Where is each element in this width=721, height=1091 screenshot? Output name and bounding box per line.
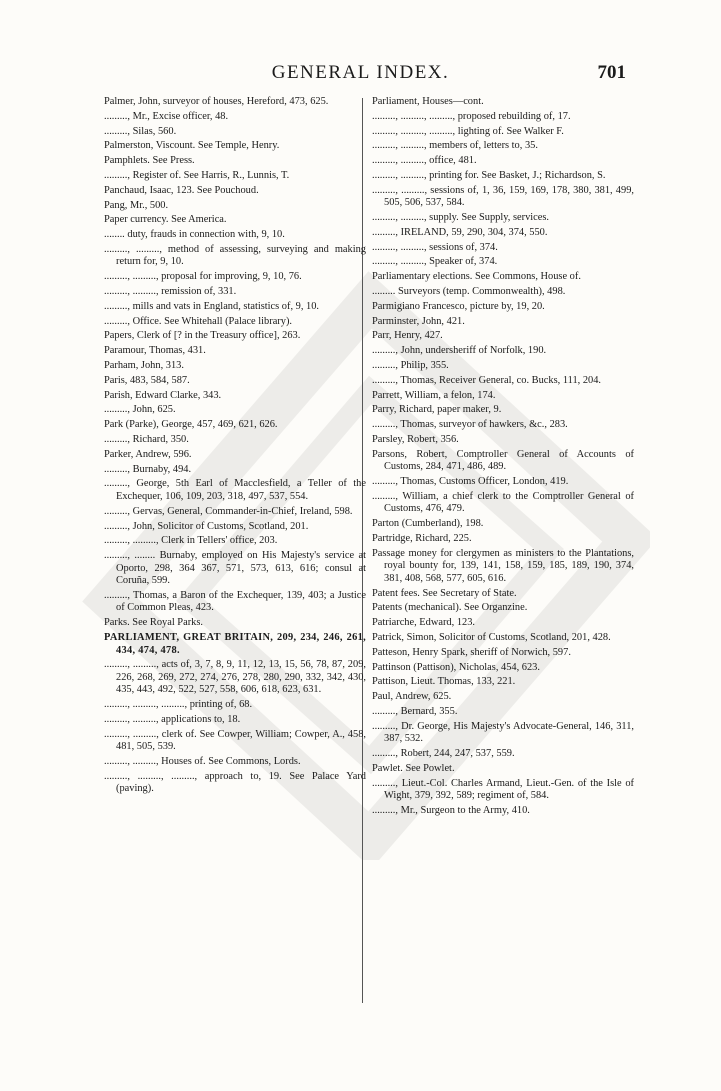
index-entry: Paul, Andrew, 625. [372, 691, 452, 703]
index-entry: ........., ........., supply. See Supply, services. [372, 212, 550, 224]
index-entry: Park (Parke), George, 457, 469, 621, 626. [104, 419, 278, 431]
index-entry: Papers, Clerk of [? in the Treasury office], 263. [104, 330, 301, 342]
index-entry: Parsley, Robert, 356. [372, 434, 459, 446]
index-entry: Parliament, Houses—cont. [372, 96, 484, 107]
index-entry: ........., ........., proposal for improving, 9, 10, 76. [104, 271, 302, 283]
index-entry: ........., George, 5th Earl of Macclesfield, a Teller of the Exchequer, 106, 109, 203, 318, 497, 537, 554. [104, 478, 366, 502]
index-entry: ........., mills and vats in England, statistics of, 9, 10. [104, 300, 320, 312]
index-entry: ........., ........., office, 481. [372, 155, 477, 167]
index-entry: ........., ........., ........., proposed rebuilding of, 17. [372, 110, 571, 122]
index-entry: Partridge, Richard, 225. [372, 533, 472, 545]
index-entry: ........., Robert, 244, 247, 537, 559. [372, 748, 515, 760]
index-entry: ........., Bernard, 355. [372, 705, 458, 717]
index-entry: ........., Thomas, surveyor of hawkers, &c., 283. [372, 419, 568, 431]
index-entry: Pang, Mr., 500. [104, 199, 169, 211]
page-header [0, 62, 721, 90]
index-entry: Pawlet. See Powlet. [372, 762, 455, 774]
index-entry: ........., ........., sessions of, 374. [372, 241, 498, 253]
index-entry: PARLIAMENT, GREAT BRITAIN, 209, 234, 246, 261, 434, 474, 478. [104, 632, 366, 656]
index-entry: ........., ........., ........., printing of, 68. [104, 699, 253, 711]
index-entry: ........., William, a chief clerk to the Comptroller General of Customs, 476, 479. [372, 490, 634, 515]
index-entry: ........ duty, frauds in connection with, 9, 10. [104, 229, 285, 241]
index-entry: Patriarche, Edward, 123. [372, 617, 476, 629]
index-entry: ........., ........., ........., lighting of. See Walker F. [372, 125, 564, 137]
index-entry: ........., Office. See Whitehall (Palace library). [104, 315, 293, 327]
index-entry: Patents (mechanical). See Organzine. [372, 602, 528, 614]
index-entry: ........., Philip, 355. [372, 360, 449, 372]
index-entry: Parker, Andrew, 596. [104, 448, 192, 460]
index-entry: Pattison, Lieut. Thomas, 133, 221. [372, 676, 516, 688]
index-entry: ........., ........., acts of, 3, 7, 8, 9, 11, 12, 13, 15, 56, 78, 87, 209, 226, 268, 269, 272, 274, 276, 278, 280, 290, 332, 342, 430, 435, 443, 492, 522, 527, 558, 606, 618, 623, 631. [104, 659, 366, 696]
index-entry: Pamphlets. See Press. [104, 155, 195, 167]
index-entry: Paramour, Thomas, 431. [104, 345, 206, 357]
index-entry: Paper currency. See America. [104, 214, 227, 226]
running-title: GENERAL INDEX. [271, 62, 450, 83]
index-entry: ........., Mr., Surgeon to the Army, 410. [372, 804, 530, 816]
index-entry: ........., John, Solicitor of Customs, Scotland, 201. [104, 520, 309, 532]
index-entry: Palmerston, Viscount. See Temple, Henry. [104, 140, 280, 152]
index-entry: Parks. See Royal Parks. [104, 617, 203, 629]
index-entry: ........., ........., method of assessing, surveying and making return for, 9, 10. [104, 243, 366, 268]
index-entry: ........., Thomas, Receiver General, co. Bucks, 111, 204. [372, 374, 602, 386]
index-entry: Parham, John, 313. [104, 360, 184, 372]
index-entry: ........., Richard, 350. [104, 434, 189, 446]
index-entry: ........., ........., remission of, 331. [104, 286, 237, 298]
index-entry: Parliamentary elections. See Commons, House of. [372, 271, 581, 283]
index-entry: ........., ........ Burnaby, employed on His Majesty's service at Oporto, 298, 364 367, 571, 573, 613, 616; consul at Coruña, 599. [104, 550, 366, 587]
index-column-right [372, 96, 634, 820]
index-entry: ........., ........., Houses of. See Commons, Lords. [104, 755, 301, 767]
index-entry: ........., Lieut.-Col. Charles Armand, Lieut.-Gen. of the Isle of Wight, 379, 392, 589; regiment of, 584. [372, 777, 634, 802]
index-entry: Paris, 483, 584, 587. [104, 374, 190, 386]
index-entry: Parry, Richard, paper maker, 9. [372, 404, 502, 416]
index-entry: ........., ........., applications to, 18. [104, 713, 241, 725]
index-entry: ........., Gervas, General, Commander-in-Chief, Ireland, 598. [104, 505, 353, 517]
index-entry: Patrick, Simon, Solicitor of Customs, Scotland, 201, 428. [372, 632, 611, 643]
index-entry: Parsons, Robert, Comptroller General of Accounts of Customs, 284, 471, 486, 489. [372, 448, 634, 473]
index-entry: Pattinson (Pattison), Nicholas, 454, 623. [372, 661, 540, 673]
index-entry: ........., Silas, 560. [104, 125, 177, 137]
index-entry: Panchaud, Isaac, 123. See Pouchoud. [104, 184, 259, 196]
index-entry: ........., ........., clerk of. See Cowper, William; Cowper, A., 458, 481, 505, 539. [104, 728, 366, 753]
index-column-left [104, 96, 366, 798]
index-entry: ........., Thomas, Customs Officer, London, 419. [372, 476, 569, 488]
index-entry: Palmer, John, surveyor of houses, Hereford, 473, 625. [104, 96, 329, 107]
index-entry: ........., Burnaby, 494. [104, 463, 192, 475]
index-entry: Patent fees. See Secretary of State. [372, 587, 517, 599]
index-entry: Passage money for clergymen as ministers to the Plantations, royal bounty for, 139, 141, 158, 159, 185, 189, 190, 374, 381, 408, 568, 577, 605, 616. [372, 547, 634, 584]
index-entry: Parish, Edward Clarke, 343. [104, 389, 222, 401]
index-entry: ........., Dr. George, His Majesty's Advocate-General, 146, 311, 387, 532. [372, 720, 634, 745]
index-entry: Parminster, John, 421. [372, 315, 465, 327]
index-entry: Patteson, Henry Spark, sheriff of Norwich, 597. [372, 646, 571, 658]
index-entry: ........., Register of. See Harris, R., Lunnis, T. [104, 169, 290, 181]
index-entry: ........., ........., members of, letters to, 35. [372, 140, 538, 152]
index-entry: ........., John, undersheriff of Norfolk, 190. [372, 345, 547, 357]
index-entry: ........., ........., Clerk in Tellers' office, 203. [104, 535, 278, 547]
index-entry: ........., ........., printing for. See Basket, J.; Richardson, S. [372, 169, 606, 181]
index-entry: Parmigiano Francesco, picture by, 19, 20. [372, 300, 545, 312]
index-entry: ........., Mr., Excise officer, 48. [104, 110, 229, 122]
index-entry: ........., ........., ........., approach to, 19. See Palace Yard (paving). [104, 770, 366, 795]
index-entry: ........., Thomas, a Baron of the Exchequer, 139, 403; a Justice of Common Pleas, 423. [104, 589, 366, 614]
index-entry: ........., ........., sessions of, 1, 36, 159, 169, 178, 380, 381, 499, 505, 506, 537, 584. [372, 184, 634, 209]
index-entry: ........., ........., Speaker of, 374. [372, 256, 498, 268]
index-entry: Parton (Cumberland), 198. [372, 518, 484, 530]
index-entry: Parrett, William, a felon, 174. [372, 389, 496, 401]
page-number: 701 [597, 62, 626, 83]
index-entry: ......... Surveyors (temp. Commonwealth), 498. [372, 286, 566, 298]
index-entry: ........., IRELAND, 59, 290, 304, 374, 550. [372, 226, 548, 238]
index-entry: ........., John, 625. [104, 404, 176, 416]
index-entry: Parr, Henry, 427. [372, 330, 443, 342]
